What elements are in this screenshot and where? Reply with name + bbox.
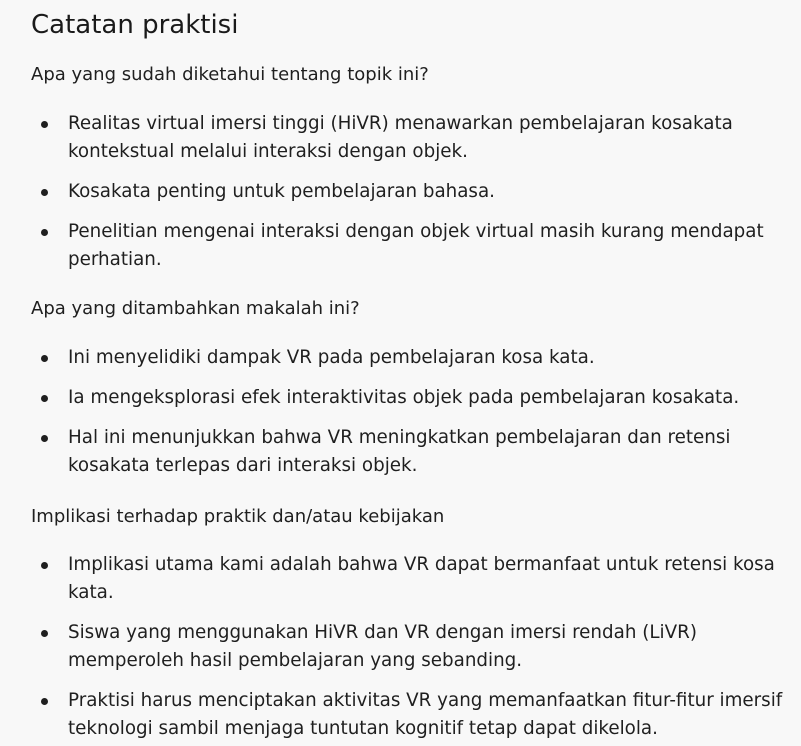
bullet-icon — [41, 630, 48, 637]
list-item — [31, 687, 791, 743]
list-item-text: Ia mengeksplorasi efek interaktivitas objek pada pembelajaran kosakata. — [68, 387, 740, 408]
bullet-icon — [41, 121, 48, 128]
page-title: Catatan praktisi — [31, 10, 239, 40]
bullet-icon — [41, 229, 48, 236]
bullet-icon — [41, 698, 48, 705]
bullet-icon — [41, 562, 48, 569]
bullet-icon — [41, 395, 48, 402]
bullet-icon — [41, 435, 48, 442]
bullet-icon — [41, 189, 48, 196]
list-item — [31, 551, 791, 607]
list-item — [31, 344, 791, 372]
list-item — [31, 110, 791, 166]
list-item-text: Ini menyelidiki dampak VR pada pembelajaran kosa kata. — [68, 347, 595, 368]
section-heading-implications: Implikasi terhadap praktik dan/atau kebijakan — [31, 506, 445, 527]
list-item-text: Penelitian mengenai interaksi dengan objek virtual masih kurang mendapat perhatian. — [68, 221, 764, 270]
implications-list — [31, 551, 791, 743]
list-item-text: Implikasi utama kami adalah bahwa VR dapat bermanfaat untuk retensi kosa kata. — [68, 554, 775, 603]
contribution-list — [31, 344, 791, 480]
list-item — [31, 218, 791, 274]
section-heading-contribution: Apa yang ditambahkan makalah ini? — [31, 298, 360, 319]
practitioner-notes — [31, 0, 791, 739]
section-heading-known: Apa yang sudah diketahui tentang topik ini? — [31, 64, 429, 85]
list-item-text: Kosakata penting untuk pembelajaran bahasa. — [68, 181, 495, 202]
list-item-text: Praktisi harus menciptakan aktivitas VR yang memanfaatkan fitur-fitur imersif teknologi sambil menjaga tuntutan kognitif tetap dapat dikelola. — [68, 690, 783, 739]
list-item — [31, 384, 791, 412]
list-item-text: Realitas virtual imersi tinggi (HiVR) menawarkan pembelajaran kosakata kontekstual melalui interaksi dengan objek. — [68, 113, 733, 162]
list-item-text: Hal ini menunjukkan bahwa VR meningkatkan pembelajaran dan retensi kosakata terlepas dari interaksi objek. — [68, 427, 731, 476]
list-item-text: Siswa yang menggunakan HiVR dan VR dengan imersi rendah (LiVR) memperoleh hasil pembelajaran yang sebanding. — [68, 622, 697, 671]
bullet-icon — [41, 355, 48, 362]
list-item — [31, 619, 791, 675]
list-item — [31, 178, 791, 206]
known-list — [31, 110, 791, 274]
list-item — [31, 424, 791, 480]
